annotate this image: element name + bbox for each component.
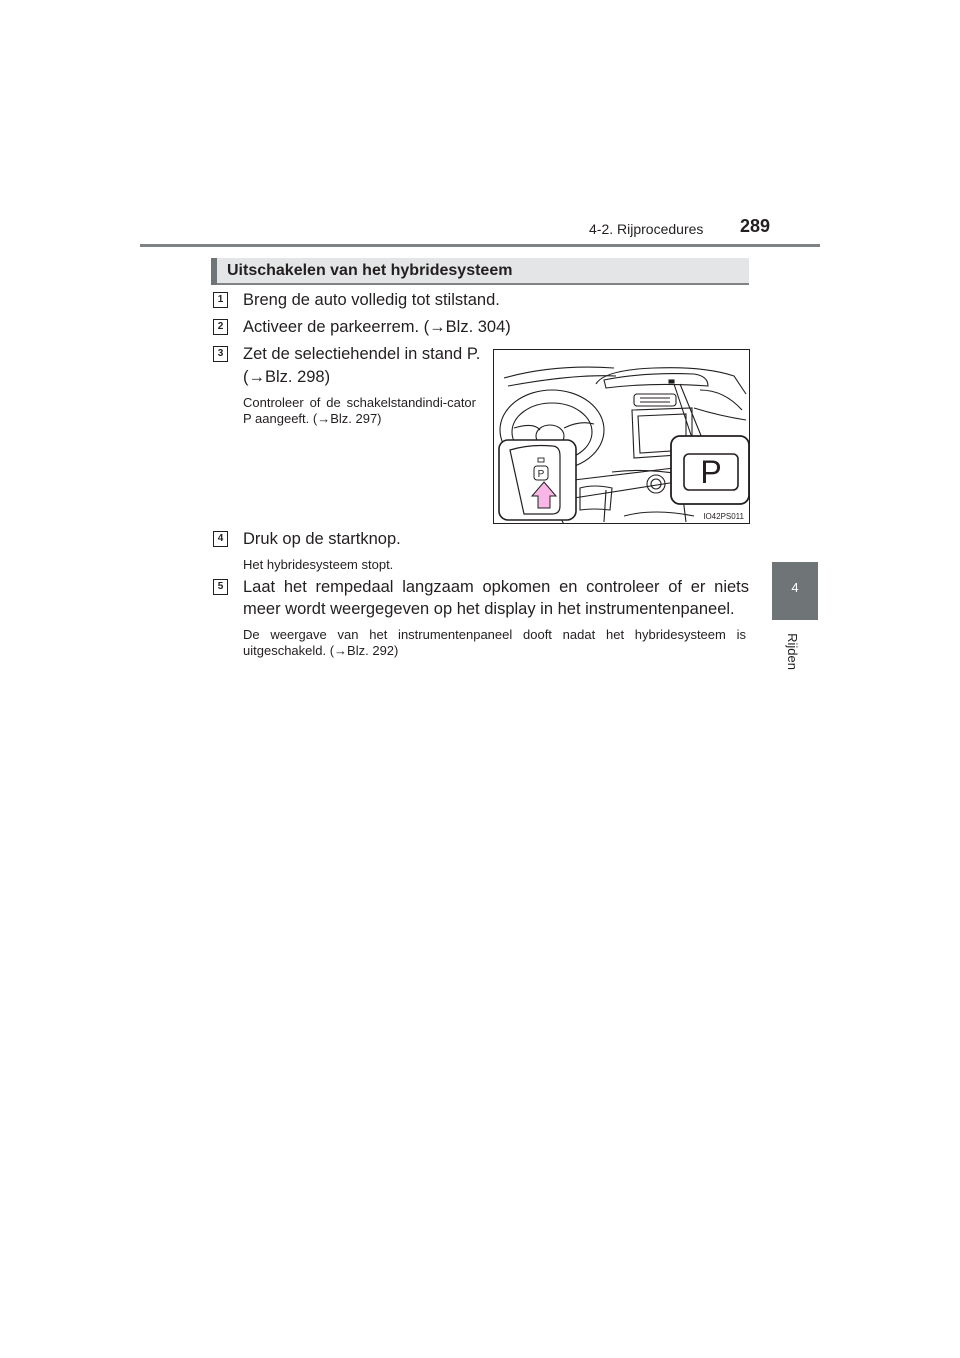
step-4-text: Druk op de startknop.	[243, 530, 401, 548]
chapter-label-box	[782, 630, 812, 676]
step-3-text-line-1: Zet de selectiehendel in stand P.	[243, 345, 481, 363]
header-divider	[140, 244, 820, 247]
step-4-note: Het hybridesysteem stopt.	[243, 557, 394, 572]
step-number-4: 4	[213, 531, 228, 547]
shifter-closeup	[499, 440, 576, 520]
step-5-text: Laat het rempedaal langzaam opkomen en controleer of er niets meer wordt weergegeven op het display in het instrumentenpaneel.	[243, 578, 749, 618]
hud-housing	[604, 374, 708, 388]
step-3-note: Controleer of de schakelstandindi-cator P aangeeft. (→Blz. 297)	[243, 395, 476, 426]
center-vent	[634, 394, 676, 406]
step-number-2: 2	[213, 319, 228, 335]
step-number-3: 3	[213, 346, 228, 362]
section-heading-accent	[211, 258, 217, 285]
step-5-note: De weergave van het instrumentenpaneel dooft nadat het hybridesysteem is uitgeschakeld. (→Blz. 292)	[243, 627, 746, 658]
section-title: Uitschakelen van het hybridesysteem	[227, 262, 513, 279]
dash-top-line	[504, 367, 614, 378]
section-heading	[211, 258, 749, 285]
indicator-closeup	[671, 436, 749, 504]
chapter-tab	[772, 562, 818, 620]
step-1-text: Breng de auto volledig tot stilstand.	[243, 291, 500, 309]
step-number-5: 5	[213, 579, 228, 595]
running-header-section: 4-2. Rijprocedures	[589, 221, 704, 237]
shift-button-label: P	[537, 469, 545, 480]
chapter-number: 4	[791, 580, 799, 595]
p-indicator-label: P	[700, 454, 722, 490]
chapter-label: Rijden	[784, 633, 800, 670]
page-number: 289	[740, 216, 771, 236]
step-3-text-line-2: (→Blz. 298)	[243, 368, 331, 386]
dashboard-drawing	[494, 350, 750, 524]
figure-code: IO42PS011	[703, 512, 744, 521]
shift-position-illustration	[493, 349, 750, 524]
step-number-1: 1	[213, 292, 228, 308]
step-2-text: Activeer de parkeerrem. (→Blz. 304)	[243, 318, 511, 336]
